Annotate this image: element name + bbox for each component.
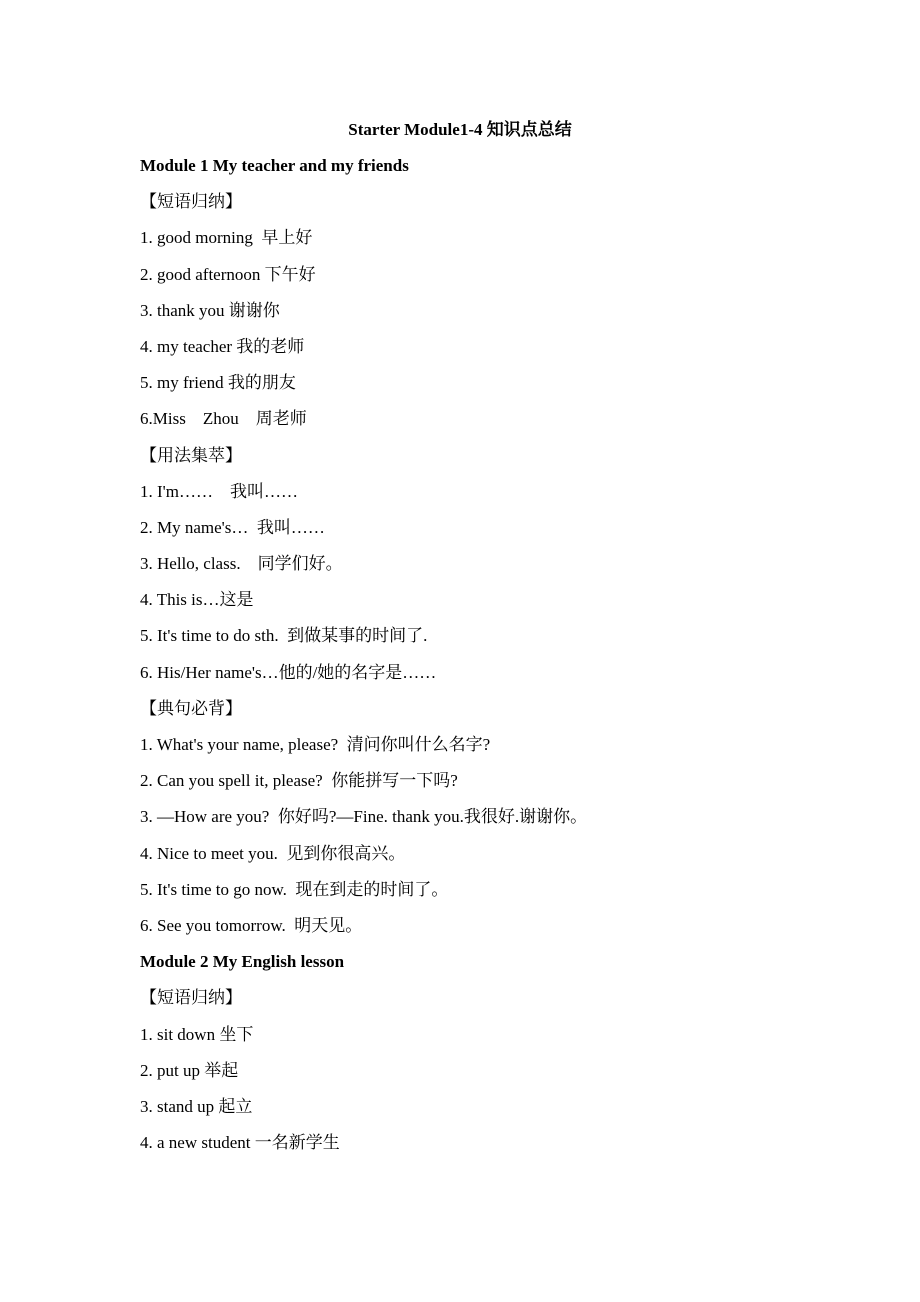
text-line: 1. I'm…… 我叫…… [140, 481, 298, 501]
text-line: 6.Miss Zhou 周老师 [140, 409, 307, 429]
text-line: 【短语归纳】 [140, 988, 242, 1008]
text-line: 【短语归纳】 [140, 192, 242, 212]
text-line: 6. His/Her name's…他的/她的名字是…… [140, 662, 437, 682]
text-line: 6. See you tomorrow. 明天见。 [140, 915, 363, 935]
text-line: 3. stand up 起立 [140, 1096, 253, 1116]
text-line: 5. It's time to do sth. 到做某事的时间了. [140, 626, 428, 646]
text-line: 5. It's time to go now. 现在到走的时间了。 [140, 879, 449, 899]
text-line: 1. good morning 早上好 [140, 228, 313, 248]
text-line: 3. —How are you? 你好吗?—Fine. thank you.我很好.谢谢你。 [140, 807, 588, 827]
text-line: 2. put up 举起 [140, 1060, 239, 1080]
text-line: 2. good afternoon 下午好 [140, 264, 316, 284]
module-heading: Module 1 My teacher and my friends [140, 156, 409, 175]
text-line: 5. my friend 我的朋友 [140, 373, 296, 393]
text-line: 4. This is…这是 [140, 590, 254, 610]
text-line: 【用法集萃】 [140, 445, 242, 465]
text-line: 2. My name's… 我叫…… [140, 517, 325, 537]
text-line: 4. a new student 一名新学生 [140, 1133, 340, 1153]
text-line: 2. Can you spell it, please? 你能拼写一下吗? [140, 771, 458, 791]
document-title: Starter Module1-4 知识点总结 [348, 120, 572, 139]
text-line: 【典句必背】 [140, 698, 242, 718]
module-heading: Module 2 My English lesson [140, 952, 345, 972]
text-line: 3. thank you 谢谢你 [140, 300, 280, 320]
document-body [140, 154, 840, 1167]
text-line: 1. sit down 坐下 [140, 1024, 254, 1044]
text-line: 4. Nice to meet you. 见到你很高兴。 [140, 843, 406, 863]
text-line: 4. my teacher 我的老师 [140, 336, 305, 356]
text-line: 1. What's your name, please? 清问你叫什么名字? [140, 735, 491, 754]
text-line: 3. Hello, class. 同学们好。 [140, 554, 343, 574]
